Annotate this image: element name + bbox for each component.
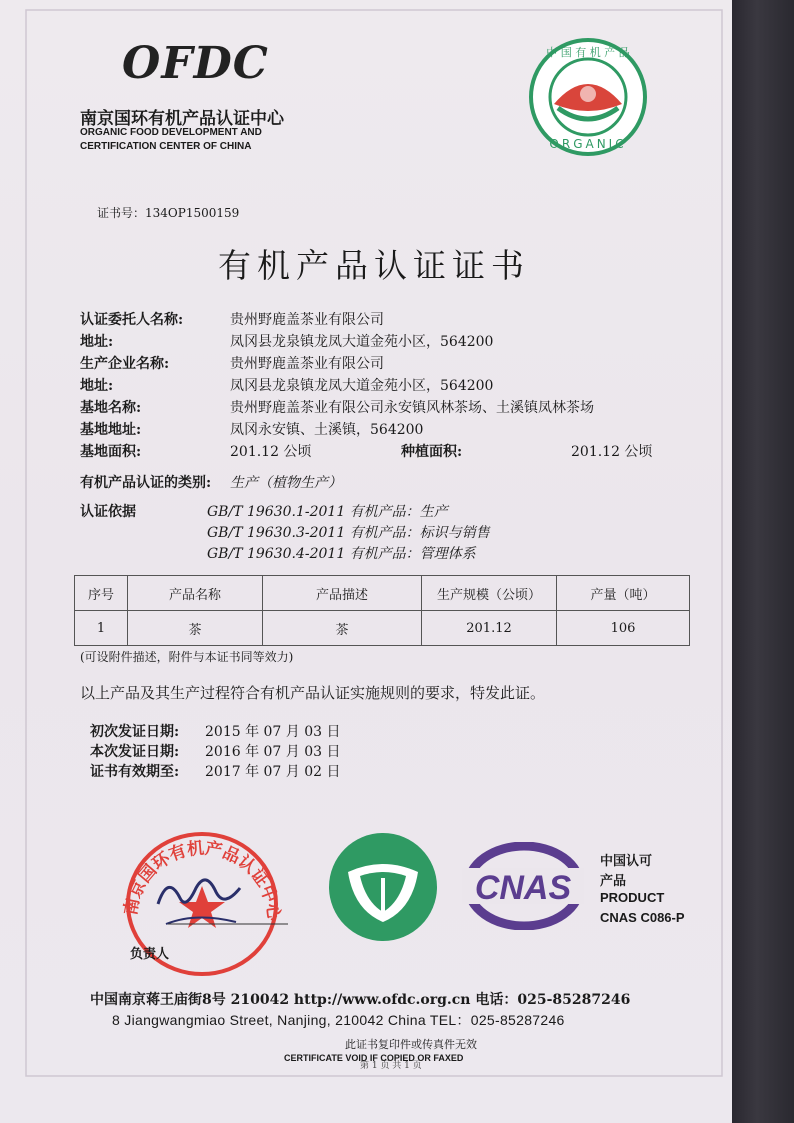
first-issue-label: 初次发证日期: (90, 724, 180, 740)
attachment-note: (可设附件描述，附件与本证书同等效力) (80, 650, 294, 664)
cnas-line3: PRODUCT (600, 890, 665, 905)
svg-text:中 国 有 机 产 品: 中 国 有 机 产 品 (546, 46, 630, 59)
client-label: 认证委托人名称: (80, 312, 184, 328)
producer-value: 贵州野鹿盖茶业有限公司 (230, 356, 384, 372)
address-label-1: 地址: (80, 334, 114, 350)
this-issue-label: 本次发证日期: (90, 744, 180, 760)
cnas-line1: 中国认可 (600, 853, 653, 868)
void-notice-cn: 此证书复印件或传真件无效 (345, 1038, 477, 1051)
organic-product-seal (528, 38, 648, 156)
organic-green-logo (326, 832, 440, 942)
category-value: 生产（植物生产） (230, 475, 342, 491)
this-issue-value: 2016 年 07 月 03 日 (205, 744, 341, 760)
product-table (74, 575, 690, 646)
table-cell: 201.12 (422, 611, 557, 646)
category-label: 有机产品认证的类别: (80, 475, 212, 491)
org-name-en-line2: CERTIFICATION CENTER OF CHINA (80, 141, 252, 152)
cnas-line2: 产品 (600, 873, 627, 888)
table-cell: 1 (75, 611, 128, 646)
table-row (75, 611, 690, 646)
table-cell: 茶 (128, 611, 263, 646)
client-value: 贵州野鹿盖茶业有限公司 (230, 312, 384, 328)
responsible-person-label: 负责人 (130, 947, 170, 962)
signature-line (168, 922, 288, 926)
compliance-statement: 以上产品及其生产过程符合有机产品认证实施规则的要求，特发此证。 (80, 684, 546, 702)
cnas-logo (462, 842, 584, 930)
void-notice-en: CERTIFICATE VOID IF COPIED OR FAXED (284, 1053, 464, 1063)
basis-line-3: GB/T 19630.4-2011 有机产品：管理体系 (207, 546, 476, 562)
certificate-number: 证书号：134OP1500159 (97, 206, 240, 220)
stamp-text: 南京国环有机产品认证中心 (120, 838, 284, 922)
valid-until-label: 证书有效期至: (90, 764, 180, 780)
planting-area-value: 201.12 公顷 (571, 444, 653, 460)
table-cell: 106 (557, 611, 690, 646)
base-name-value: 贵州野鹿盖茶业有限公司永安镇风林茶场、土溪镇凤林茶场 (230, 400, 594, 416)
footer-address-en: 8 Jiangwangmiao Street, Nanjing, 210042 China TEL：025-85287246 (112, 1012, 565, 1028)
cnas-line4: CNAS C086-P (600, 910, 685, 925)
table-cell: 茶 (263, 611, 422, 646)
table-header-cell: 序号 (75, 576, 128, 611)
base-name-label: 基地名称: (80, 400, 142, 416)
address-value-2: 凤冈县龙泉镇龙凤大道金苑小区，564200 (230, 378, 494, 394)
ofdc-logo: OFDC (122, 38, 269, 89)
footer-address-cn: 中国南京蒋王庙街8号 210042 http://www.ofdc.org.cn 电话：025-85287246 (90, 992, 631, 1008)
base-area-value: 201.12 公顷 (230, 444, 312, 460)
table-header-cell: 生产规模（公顷） (422, 576, 557, 611)
base-area-label: 基地面积: (80, 444, 142, 460)
address-label-2: 地址: (80, 378, 114, 394)
table-header-row (75, 576, 690, 611)
producer-label: 生产企业名称: (80, 356, 170, 372)
table-header-cell: 产量（吨） (557, 576, 690, 611)
planting-area-label: 种植面积: (401, 444, 463, 460)
svg-text:ORGANIC: ORGANIC (549, 137, 627, 151)
valid-until-value: 2017 年 07 月 02 日 (205, 764, 341, 780)
cnas-logo-text: CNAS (474, 869, 572, 907)
basis-line-1: GB/T 19630.1-2011 有机产品：生产 (207, 504, 448, 520)
base-address-label: 基地地址: (80, 422, 142, 438)
org-name-cn: 南京国环有机产品认证中心 (80, 109, 284, 129)
basis-line-2: GB/T 19630.3-2011 有机产品：标识与销售 (207, 525, 490, 541)
basis-label: 认证依据 (80, 504, 136, 520)
address-value-1: 凤冈县龙泉镇龙凤大道金苑小区，564200 (230, 334, 494, 350)
first-issue-value: 2015 年 07 月 03 日 (205, 724, 341, 740)
certificate-title: 有机产品认证证书 (218, 246, 530, 285)
table-header-cell: 产品描述 (263, 576, 422, 611)
scan-dark-edge (732, 0, 794, 1123)
base-address-value: 凤冈永安镇、土溪镇，564200 (230, 422, 424, 438)
table-header-cell: 产品名称 (128, 576, 263, 611)
page-number: 第 1 页 共 1 页 (360, 1061, 422, 1071)
org-name-en-line1: ORGANIC FOOD DEVELOPMENT AND (80, 127, 262, 138)
